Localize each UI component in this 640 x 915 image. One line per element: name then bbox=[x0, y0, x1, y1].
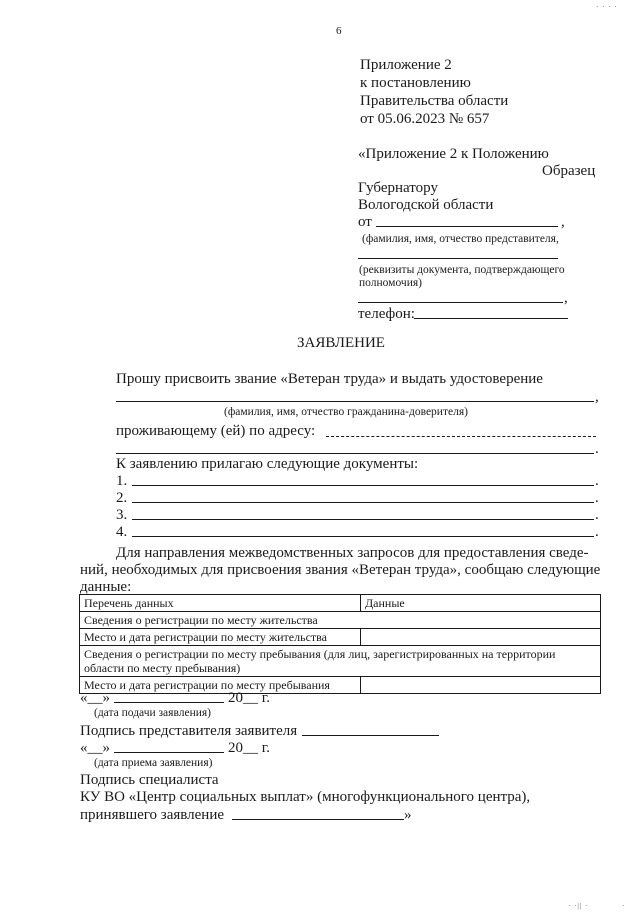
address-end-dot: . bbox=[595, 441, 599, 457]
scan-mark-bottom-right: · bbox=[622, 902, 626, 910]
interagency-text-line-1: Для направления межведомственных запросов для предоставления сведе- bbox=[116, 545, 589, 561]
sample-label: Образец bbox=[542, 163, 596, 179]
address-label: проживающему (ей) по адресу: bbox=[116, 423, 316, 439]
document-item-line[interactable] bbox=[132, 519, 594, 520]
document-item-number: 4. bbox=[116, 524, 128, 540]
table-row bbox=[80, 612, 601, 629]
document-item-line[interactable] bbox=[132, 536, 594, 537]
specialist-signature-label: Подпись специалиста bbox=[80, 772, 219, 788]
request-text: Прошу присвоить звание «Ветеран труда» и выдать удостоверение bbox=[116, 371, 543, 387]
from-label: от bbox=[358, 214, 372, 230]
table-row bbox=[80, 677, 601, 694]
representative-signature-label: Подпись представителя заявителя bbox=[80, 723, 298, 739]
citizen-line-comma: , bbox=[595, 389, 599, 405]
accepted-label: принявшего заявление bbox=[80, 807, 225, 823]
document-item-number: 1. bbox=[116, 473, 128, 489]
documents-intro: К заявлению прилагаю следующие документы: bbox=[116, 456, 419, 472]
address-field-line-2[interactable] bbox=[116, 453, 594, 454]
authority-end-comma: , bbox=[564, 290, 568, 306]
authority-document-hint-2: полномочия) bbox=[359, 277, 422, 289]
appendix-line-3: Правительства области bbox=[360, 93, 509, 109]
annex-reference: «Приложение 2 к Положению bbox=[358, 146, 549, 162]
phone-label: телефон: bbox=[358, 306, 415, 322]
accepted-close-quote: » bbox=[404, 807, 412, 823]
document-item-line[interactable] bbox=[132, 485, 594, 486]
interagency-text-line-2: ний, необходимых для присвоения звания «Ветеран труда», сообщаю следующие bbox=[80, 562, 601, 578]
document-item-number: 3. bbox=[116, 507, 128, 523]
table-row bbox=[80, 629, 601, 646]
scan-mark-top: · · · · bbox=[596, 3, 618, 11]
addressee-line-2: Вологодской области bbox=[358, 197, 494, 213]
document-item-end: . bbox=[595, 473, 599, 489]
organization-line: КУ ВО «Центр социальных выплат» (многофункционального центра), bbox=[80, 789, 531, 805]
submit-date-month-line[interactable] bbox=[114, 702, 224, 703]
interagency-text-line-3: данные: bbox=[80, 579, 132, 595]
from-field-line[interactable] bbox=[376, 226, 558, 227]
accept-date-day: «__» bbox=[80, 740, 110, 756]
phone-field-line[interactable] bbox=[414, 318, 568, 319]
table-cell-label: Сведения о регистрации по месту пребывания (для лиц, зарегистрированных на территории области по месту пребывания) bbox=[80, 646, 601, 677]
appendix-line-4: от 05.06.2023 № 657 bbox=[360, 111, 490, 127]
representative-signature-line[interactable] bbox=[302, 735, 439, 736]
addressee-line-1: Губернатору bbox=[358, 180, 438, 196]
document-item-line[interactable] bbox=[132, 502, 594, 503]
accepted-by-line[interactable] bbox=[232, 819, 404, 820]
authority-document-hint-1: (реквизиты документа, подтверждающего bbox=[359, 264, 565, 276]
document-item-end: . bbox=[595, 490, 599, 506]
document-title: ЗАЯВЛЕНИЕ bbox=[297, 335, 385, 351]
address-field-line[interactable] bbox=[326, 436, 596, 437]
accept-date-hint: (дата приема заявления) bbox=[94, 757, 213, 769]
accept-date-month-line[interactable] bbox=[114, 752, 224, 753]
table-row bbox=[80, 646, 601, 677]
document-item-end: . bbox=[595, 507, 599, 523]
scan-mark-bottom: · ·|| · bbox=[568, 902, 589, 910]
appendix-line-1: Приложение 2 bbox=[360, 57, 452, 73]
table-cell-value[interactable] bbox=[361, 629, 601, 646]
table-cell-label: Место и дата регистрации по месту пребывания bbox=[80, 677, 361, 694]
table-header-row bbox=[80, 595, 601, 612]
submit-date-year: 20__ г. bbox=[228, 690, 270, 706]
table-header-cell: Перечень данных bbox=[80, 595, 361, 612]
accept-date-year: 20__ г. bbox=[228, 740, 270, 756]
page-number: 6 bbox=[336, 25, 342, 37]
data-table bbox=[79, 594, 601, 694]
table-cell-label: Сведения о регистрации по месту жительства bbox=[80, 612, 601, 629]
citizen-name-hint: (фамилия, имя, отчество гражданина-доверителя) bbox=[224, 406, 468, 418]
authority-document-field-line[interactable] bbox=[358, 302, 563, 303]
document-item-number: 2. bbox=[116, 490, 128, 506]
appendix-line-2: к постановлению bbox=[360, 75, 471, 91]
table-header-cell: Данные bbox=[361, 595, 601, 612]
table-cell-label: Место и дата регистрации по месту жительства bbox=[80, 629, 361, 646]
representative-field-line[interactable] bbox=[358, 258, 558, 259]
from-comma: , bbox=[561, 214, 565, 230]
representative-name-hint: (фамилия, имя, отчество представителя, bbox=[362, 233, 559, 245]
document-item-end: . bbox=[595, 524, 599, 540]
table-cell-value[interactable] bbox=[361, 677, 601, 694]
citizen-name-field-line[interactable] bbox=[116, 401, 594, 402]
submit-date-hint: (дата подачи заявления) bbox=[94, 707, 211, 719]
submit-date-day: «__» bbox=[80, 690, 110, 706]
